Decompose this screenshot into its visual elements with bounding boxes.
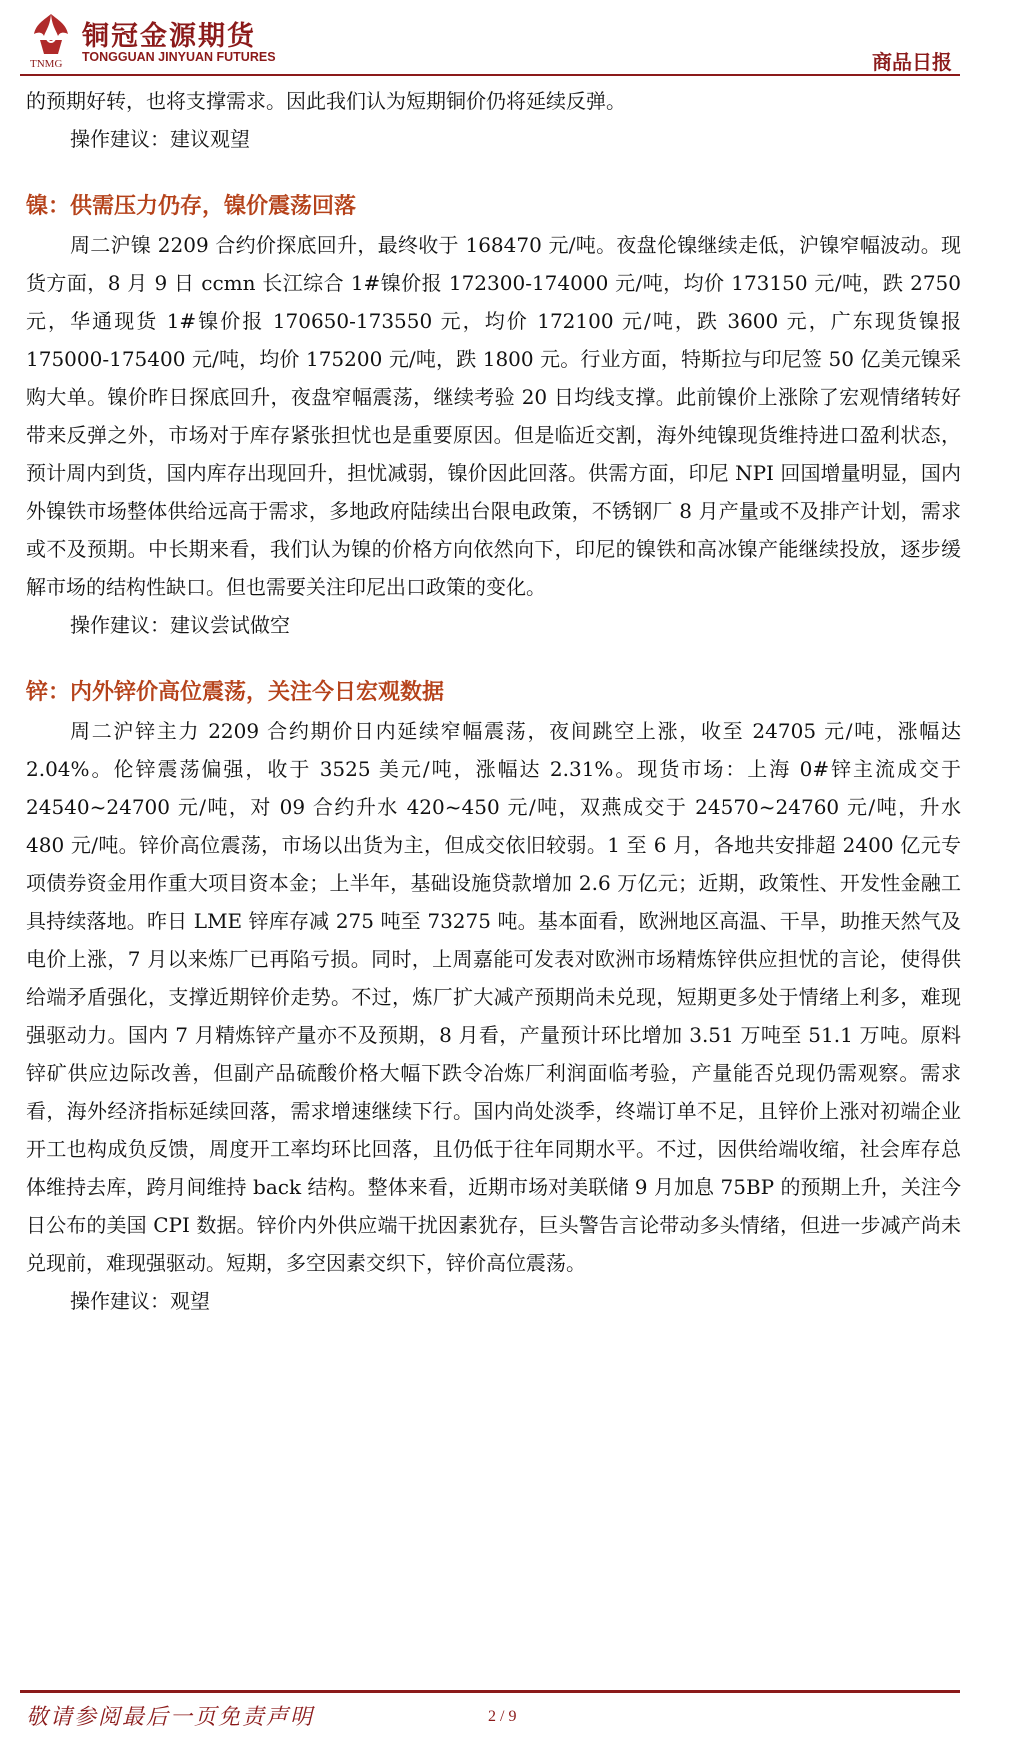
page-header <box>20 8 960 78</box>
zinc-suggestion: 操作建议：观望 <box>70 1289 210 1313</box>
logo-text: TNMG <box>30 58 63 70</box>
company-name-en: TONGGUAN JINYUAN FUTURES <box>82 50 276 64</box>
nickel-suggestion: 操作建议：建议尝试做空 <box>70 613 290 637</box>
intro-suggestion: 操作建议：建议观望 <box>70 127 250 151</box>
page-number: 2 / 9 <box>488 1708 517 1725</box>
zinc-body: 周二沪锌主力 2209 合约期价日内延续窄幅震荡，夜间跳空上涨，收至 24705 元/吨，涨幅达 2.04%。伦锌震荡偏强，收于 3525 美元/吨，涨幅达 2.31%。现货市场：上海 0#锌主流成交于 24540~24700 元/吨，对 09 合约升水 420~450 元/吨，双燕成交于 24570~24760 元/吨，升水 480 元/吨。锌价高位震荡，市场以出货为主，但成交依旧较弱。1 至 6 月，各地共安排超 2400 亿元专项债券资金用作重大项目资本金；上半年，基础设施贷款增加 2.6 万亿元；近期，政策性、开发性金融工具持续落地。昨日 LME 锌库存减 275 吨至 73275 吨。基本面看，欧洲地区高温、干旱，助推天然气及电价上涨，7 月以来炼厂已再陷亏损。同时，上周嘉能可发表对欧洲市场精炼锌供应担忧的言论，使得供给端矛盾强化，支撑近期锌价走势。不过，炼厂扩大减产预期尚未兑现，短期更多处于情绪上利多，难现强驱动力。国内 7 月精炼锌产量亦不及预期，8 月看，产量预计环比增加 3.51 万吨至 51.1 万吨。原料锌矿供应边际改善，但副产品硫酸价格大幅下跌令冶炼厂利润面临考验，产量能否兑现仍需观察。需求看，海外经济指标延续回落，需求增速继续下行。国内尚处淡季，终端订单不足，且锌价上涨对初端企业开工也构成负反馈，周度开工率均环比回落，且仍低于往年同期水平。不过，因供给端收缩，社会库存总体维持去库，跨月间维持 back 结构。整体来看，近期市场对美联储 9 月加息 75BP 的预期上升，关注今日公布的美国 CPI 数据。锌价内外供应端干扰因素犹存，巨头警告言论带动多头情绪，但进一步减产尚未兑现前，难现强驱动。短期，多空因素交织下，锌价高位震荡。 <box>26 719 961 1275</box>
company-name-cn: 铜冠金源期货 <box>82 21 256 52</box>
disclaimer-text: 敬请参阅最后一页免责声明 <box>26 1705 315 1730</box>
report-type-label: 商品日报 <box>872 50 952 74</box>
nickel-section-title: 镍：供需压力仍存，镍价震荡回落 <box>26 194 357 219</box>
footer-divider <box>20 1690 960 1693</box>
intro-continuation: 的预期好转，也将支撑需求。因此我们认为短期铜价仍将延续反弹。 <box>26 89 626 113</box>
header-divider <box>20 74 960 76</box>
nickel-body: 周二沪镍 2209 合约价探底回升，最终收于 168470 元/吨。夜盘伦镍继续走低，沪镍窄幅波动。现货方面，8 月 9 日 ccmn 长江综合 1#镍价报 172300-174000 元/吨，均价 173150 元/吨，跌 2750 元，华通现货 1#镍价报 170650-173550 元，均价 172100 元/吨，跌 3600 元，广东现货镍报 175000-175400 元/吨，均价 175200 元/吨，跌 1800 元。行业方面，特斯拉与印尼签 50 亿美元镍采购大单。镍价昨日探底回升，夜盘窄幅震荡，继续考验 20 日均线支撑。此前镍价上涨除了宏观情绪转好带来反弹之外，市场对于库存紧张担忧也是重要原因。但是临近交割，海外纯镍现货维持进口盈利状态，预计周内到货，国内库存出现回升，担忧减弱，镍价因此回落。供需方面，印尼 NPI 回国增量明显，国内外镍铁市场整体供给远高于需求，多地政府陆续出台限电政策，不锈钢厂 8 月产量或不及排产计划，需求或不及预期。中长期来看，我们认为镍的价格方向依然向下，印尼的镍铁和高冰镍产能继续投放，逐步缓解市场的结构性缺口。但也需要关注印尼出口政策的变化。 <box>26 233 961 599</box>
zinc-section-title: 锌：内外锌价高位震荡，关注今日宏观数据 <box>26 680 445 705</box>
document-body <box>26 82 961 1320</box>
